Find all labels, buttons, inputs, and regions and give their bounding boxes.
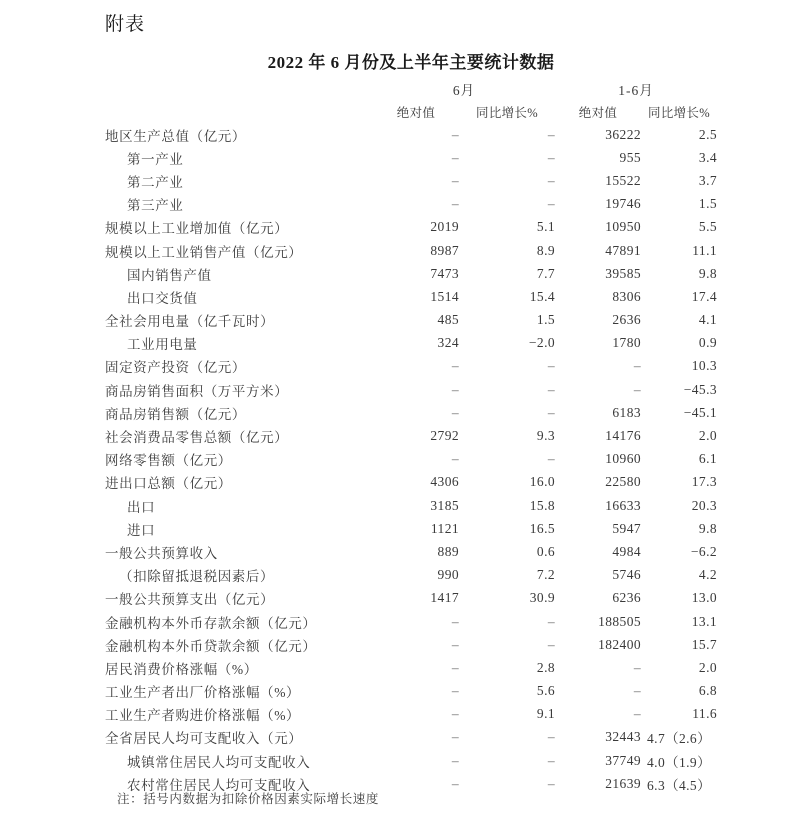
cell-month-yoy: – [547,729,555,745]
row-label: 商品房销售面积（万平方米） [105,383,289,399]
header-sub-month-absolute: 绝对值 [396,105,436,120]
table-row [105,169,717,192]
cell-month-absolute: – [451,126,459,142]
row-label: 居民消费价格涨幅（%） [105,661,258,677]
cell-cumulative-yoy: 17.3 [691,474,717,490]
cell-cumulative-yoy: 4.0（1.9） [647,754,711,770]
cell-cumulative-absolute: 39585 [605,265,641,281]
row-label: 第三产业 [127,198,184,214]
cell-month-absolute: 8987 [430,242,459,258]
cell-cumulative-yoy: 6.8 [698,683,717,699]
row-label: 全省居民人均可支配收入（元） [105,731,303,747]
cell-month-absolute: – [451,683,459,699]
cell-month-yoy: – [547,126,555,142]
table-row [105,123,717,146]
cell-cumulative-yoy: 20.3 [691,497,717,513]
table-row [105,424,717,447]
cell-cumulative-yoy: 2.0 [698,428,717,444]
cell-cumulative-absolute: 32443 [605,729,641,745]
cell-cumulative-yoy: −45.3 [683,381,717,397]
cell-cumulative-absolute: 188505 [598,613,641,629]
table-row [105,564,717,587]
cell-cumulative-absolute: 5947 [612,520,641,536]
cell-cumulative-absolute: 14176 [605,428,641,444]
cell-month-yoy: – [547,636,555,652]
table-row [105,656,717,679]
cell-cumulative-absolute: 6236 [612,590,641,606]
table-row [105,633,717,656]
cell-cumulative-yoy: 6.3（4.5） [647,777,711,793]
cell-cumulative-yoy: 9.8 [698,520,717,536]
cell-month-absolute: 324 [437,335,459,351]
header-group-cumulative: 1-6月 [618,83,654,98]
header-group-row [105,78,717,100]
cell-month-yoy: 5.1 [536,219,555,235]
table-footnote: 注：括号内数据为扣除价格因素实际增长速度 [117,792,380,806]
cell-cumulative-absolute: 10960 [605,451,641,467]
table-row [105,216,717,239]
cell-cumulative-yoy: 9.8 [698,265,717,281]
cell-cumulative-yoy: 13.1 [691,613,717,629]
row-label: 地区生产总值（亿元） [105,128,246,144]
table-row [105,285,717,308]
cell-cumulative-absolute: 47891 [605,242,641,258]
cell-month-yoy: 5.6 [536,683,555,699]
cell-cumulative-absolute: 4984 [612,543,641,559]
cell-month-yoy: – [547,172,555,188]
cell-month-absolute: – [451,659,459,675]
row-label: 工业用电量 [127,337,198,353]
cell-cumulative-yoy: 5.5 [698,219,717,235]
row-label: 社会消费品零售总额（亿元） [105,430,289,446]
cell-cumulative-absolute: 19746 [605,196,641,212]
cell-month-absolute: 990 [437,567,459,583]
row-label: 出口 [127,499,156,515]
table-row [105,332,717,355]
row-label: 国内销售产值 [127,267,212,283]
cell-month-absolute: – [451,775,459,791]
document-heading: 附表 [105,14,146,35]
header-subcolumn-row [105,100,717,123]
cell-month-absolute: – [451,358,459,374]
table-row [105,587,717,610]
cell-month-absolute: – [451,752,459,768]
cell-month-yoy: 1.5 [536,312,555,328]
table-row [105,146,717,169]
cell-month-absolute: – [451,613,459,629]
cell-month-yoy: – [547,404,555,420]
cell-cumulative-absolute: 15522 [605,172,641,188]
row-label: 进口 [127,522,156,538]
cell-month-absolute: – [451,196,459,212]
row-label: 工业生产者购进价格涨幅（%） [105,708,301,724]
cell-month-absolute: 1121 [430,520,459,536]
table-row [105,239,717,262]
cell-month-yoy: 2.8 [536,659,555,675]
row-label: 规模以上工业增加值（亿元） [105,221,289,237]
row-label: 第二产业 [127,174,184,190]
cell-cumulative-yoy: 11.6 [692,706,717,722]
cell-cumulative-absolute: – [633,358,641,374]
table-row [105,517,717,540]
cell-month-yoy: −2.0 [528,335,555,351]
cell-cumulative-absolute: 5746 [612,567,641,583]
cell-month-yoy: 16.0 [529,474,555,490]
cell-month-absolute: – [451,381,459,397]
cell-month-absolute: 889 [437,543,459,559]
table-row [105,726,717,749]
cell-cumulative-absolute: 21639 [605,775,641,791]
table-body [105,123,717,795]
header-label-corner-2 [105,100,373,123]
cell-month-yoy: – [547,149,555,165]
cell-month-absolute: – [451,451,459,467]
cell-month-absolute: 2019 [430,219,459,235]
cell-month-absolute: – [451,149,459,165]
cell-month-absolute: 2792 [430,428,459,444]
cell-month-yoy: – [547,451,555,467]
cell-cumulative-yoy: 4.1 [698,312,717,328]
cell-cumulative-yoy: −45.1 [683,404,717,420]
cell-cumulative-yoy: 1.5 [698,196,717,212]
row-label: 一般公共预算收入 [105,545,218,561]
cell-month-absolute: – [451,706,459,722]
row-label: 金融机构本外币存款余额（亿元） [105,615,317,631]
cell-cumulative-yoy: 0.9 [698,335,717,351]
table-row [105,401,717,424]
cell-cumulative-yoy: 11.1 [692,242,717,258]
cell-month-yoy: 9.3 [536,428,555,444]
cell-cumulative-absolute: 182400 [598,636,641,652]
cell-month-absolute: 1514 [430,288,459,304]
row-label: 金融机构本外币贷款余额（亿元） [105,638,317,654]
cell-month-absolute: – [451,636,459,652]
cell-month-yoy: 9.1 [536,706,555,722]
row-label: 全社会用电量（亿千瓦时） [105,314,275,330]
cell-month-absolute: 4306 [430,474,459,490]
cell-month-absolute: 485 [437,312,459,328]
cell-month-yoy: – [547,752,555,768]
table-row [105,355,717,378]
table-row [105,610,717,633]
cell-month-absolute: 3185 [430,497,459,513]
row-label: 一般公共预算支出（亿元） [105,592,275,608]
cell-month-absolute: – [451,404,459,420]
table-row [105,494,717,517]
row-label: 固定资产投资（亿元） [105,360,246,376]
cell-cumulative-absolute: – [633,659,641,675]
cell-cumulative-absolute: 2636 [612,312,641,328]
cell-cumulative-yoy: 10.3 [691,358,717,374]
row-label: 城镇常住居民人均可支配收入 [127,754,311,770]
row-label: （扣除留抵退税因素后） [119,569,275,585]
cell-month-yoy: – [547,358,555,374]
row-label: 工业生产者出厂价格涨幅（%） [105,685,301,701]
cell-cumulative-absolute: – [633,683,641,699]
cell-cumulative-yoy: 15.7 [691,636,717,652]
cell-cumulative-yoy: 6.1 [698,451,717,467]
table-row [105,448,717,471]
statistics-table-container [105,78,717,795]
cell-cumulative-absolute: 8306 [612,288,641,304]
row-label: 第一产业 [127,151,184,167]
cell-month-yoy: 15.8 [529,497,555,513]
cell-month-absolute: 7473 [430,265,459,281]
cell-month-yoy: – [547,196,555,212]
cell-cumulative-yoy: 2.5 [698,126,717,142]
cell-cumulative-absolute: 10950 [605,219,641,235]
table-row [105,749,717,772]
cell-cumulative-absolute: 22580 [605,474,641,490]
cell-month-yoy: 30.9 [529,590,555,606]
table-header [105,78,717,123]
header-sub-cumulative-yoy: 同比增长% [648,105,710,120]
cell-cumulative-absolute: – [633,381,641,397]
cell-cumulative-yoy: 3.4 [698,149,717,165]
header-group-month: 6月 [452,83,476,98]
cell-month-absolute: – [451,729,459,745]
row-label: 出口交货值 [127,290,198,306]
cell-cumulative-yoy: 2.0 [698,659,717,675]
row-label: 进出口总额（亿元） [105,476,232,492]
table-row [105,309,717,332]
cell-cumulative-absolute: 955 [619,149,641,165]
cell-cumulative-yoy: 4.2 [698,567,717,583]
cell-cumulative-yoy: 13.0 [691,590,717,606]
table-row [105,471,717,494]
statistics-table [105,78,717,795]
cell-month-absolute: 1417 [430,590,459,606]
cell-month-yoy: 0.6 [536,543,555,559]
cell-cumulative-absolute: 1780 [612,335,641,351]
row-label: 农村常住居民人均可支配收入 [127,777,311,793]
cell-cumulative-yoy: 4.7（2.6） [647,731,711,747]
cell-cumulative-absolute: 36222 [605,126,641,142]
cell-cumulative-yoy: 17.4 [691,288,717,304]
table-row [105,193,717,216]
row-label: 规模以上工业销售产值（亿元） [105,244,303,260]
header-sub-cumulative-absolute: 绝对值 [578,105,618,120]
cell-cumulative-absolute: 16633 [605,497,641,513]
table-row [105,703,717,726]
cell-cumulative-absolute: – [633,706,641,722]
cell-cumulative-absolute: 6183 [612,404,641,420]
table-row [105,378,717,401]
cell-month-yoy: 15.4 [529,288,555,304]
header-sub-month-yoy: 同比增长% [476,105,538,120]
cell-month-yoy: – [547,613,555,629]
table-row [105,680,717,703]
cell-cumulative-yoy: 3.7 [698,172,717,188]
cell-month-yoy: 7.2 [536,567,555,583]
cell-month-yoy: 8.9 [536,242,555,258]
cell-month-absolute: – [451,172,459,188]
cell-month-yoy: – [547,381,555,397]
cell-month-yoy: 7.7 [536,265,555,281]
row-label: 网络零售额（亿元） [105,453,232,469]
cell-month-yoy: 16.5 [529,520,555,536]
row-label: 商品房销售额（亿元） [105,406,246,422]
cell-month-yoy: – [547,775,555,791]
table-title: 2022 年 6 月份及上半年主要统计数据 [267,53,555,72]
header-label-corner [105,78,373,100]
table-row [105,540,717,563]
cell-cumulative-absolute: 37749 [605,752,641,768]
cell-cumulative-yoy: −6.2 [690,543,717,559]
table-row [105,262,717,285]
